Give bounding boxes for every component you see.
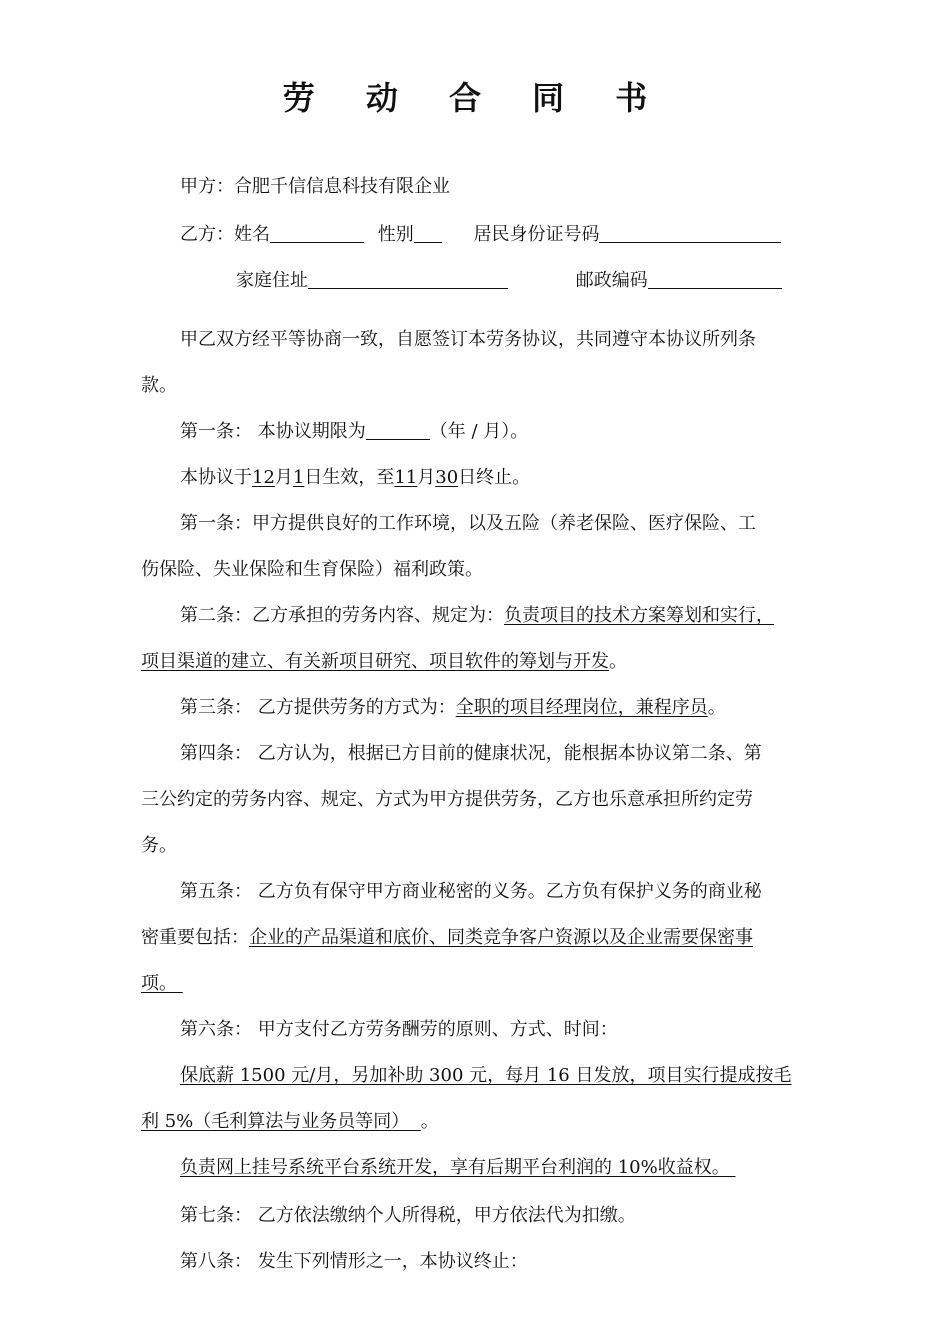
salary-terms: 保底薪 1500 元/月，另加补助 300 元，每月 16 日发放，项目实行提成按毛 bbox=[180, 1065, 792, 1086]
end-month: 11 bbox=[394, 467, 418, 488]
party-b-label: 乙方： bbox=[180, 224, 234, 245]
commission-end: 。 bbox=[420, 1111, 439, 1132]
article-1-suffix: （年 / 月）。 bbox=[429, 421, 529, 442]
article-4-line-2: 三公约定的劳务内容、规定、方式为甲方提供劳务，乙方也乐意承担所约定劳 bbox=[141, 789, 753, 810]
article-5-secrets-end: 项。 bbox=[141, 973, 183, 994]
article-5-line-1: 第五条： 乙方负有保守甲方商业秘密的义务。乙方负有保护义务的商业秘 bbox=[180, 881, 762, 902]
name-blank bbox=[270, 222, 364, 243]
intro-line-1: 甲乙双方经平等协商一致，自愿签订本劳务协议，共同遵守本协议所列条 bbox=[180, 329, 756, 350]
gender-label: 性别 bbox=[377, 224, 414, 245]
effective-text-4: 月 bbox=[417, 467, 436, 488]
article-6-line-3 bbox=[141, 1109, 439, 1135]
article-5-line-3 bbox=[141, 971, 183, 997]
party-a-line bbox=[180, 174, 450, 200]
article-5-secrets: 企业的产品渠道和底价、同类竞争客户资源以及企业需要保密事 bbox=[249, 927, 753, 948]
address-line bbox=[236, 268, 782, 294]
postcode-blank bbox=[648, 268, 782, 289]
article-1 bbox=[180, 419, 528, 445]
article-2-duty-2: 项目渠道的建立、有关新项目研究、项目软件的筹划与开发 bbox=[141, 651, 609, 672]
term-blank bbox=[366, 419, 430, 440]
article-5-line-2 bbox=[141, 925, 753, 951]
gender-blank bbox=[414, 222, 442, 243]
party-a-name: 合肥千信信息科技有限企业 bbox=[234, 176, 450, 197]
article-6-line-4 bbox=[180, 1155, 735, 1181]
article-3 bbox=[180, 695, 726, 721]
party-a-label: 甲方： bbox=[180, 176, 234, 197]
benefits-line-1: 第一条：甲方提供良好的工作环境，以及五险（养老保险、医疗保险、工 bbox=[180, 513, 756, 534]
party-b-line bbox=[180, 222, 781, 248]
article-4-line-1: 第四条： 乙方认为，根据已方目前的健康状况，能根据本协议第二条、第 bbox=[180, 743, 762, 764]
effective-text-1: 本协议于 bbox=[180, 467, 252, 488]
document-title: 劳 动 合 同 书 bbox=[282, 79, 668, 117]
effective-text-3: 日生效，至 bbox=[304, 467, 395, 488]
article-2-end: 。 bbox=[609, 651, 627, 672]
start-month: 12 bbox=[252, 467, 275, 488]
id-blank bbox=[599, 222, 781, 243]
article-8: 第八条： 发生下列情形之一，本协议终止： bbox=[180, 1251, 528, 1272]
name-label: 姓名 bbox=[234, 224, 270, 245]
end-day: 30 bbox=[435, 467, 459, 488]
effective-text-5: 日终止。 bbox=[458, 467, 531, 488]
postcode-label: 邮政编码 bbox=[575, 270, 648, 291]
article-4-line-3: 务。 bbox=[141, 835, 177, 856]
article-6-line-2 bbox=[180, 1063, 791, 1089]
address-label: 家庭住址 bbox=[236, 270, 308, 291]
id-label: 居民身份证号码 bbox=[473, 224, 600, 245]
effective-text-2: 月 bbox=[274, 467, 293, 488]
start-day: 1 bbox=[292, 467, 305, 488]
article-3-end: 。 bbox=[707, 697, 726, 718]
article-5-prefix: 密重要包括： bbox=[141, 927, 249, 948]
address-blank bbox=[308, 268, 508, 289]
article-1-prefix: 第一条： 本协议期限为 bbox=[180, 421, 366, 442]
article-2-line-2 bbox=[141, 649, 627, 675]
intro-line-2: 款。 bbox=[141, 375, 177, 396]
profit-share-terms: 负责网上挂号系统平台系统开发，享有后期平台利润的 10%收益权。 bbox=[180, 1157, 736, 1178]
article-2-prefix: 第二条：乙方承担的劳务内容、规定为： bbox=[180, 605, 504, 626]
commission-terms: 利 5%（毛利算法与业务员等同） bbox=[141, 1111, 421, 1132]
benefits-line-2: 伤保险、失业保险和生育保险）福利政策。 bbox=[141, 559, 483, 580]
article-2-duty-1: 负责项目的技术方案筹划和实行， bbox=[504, 605, 774, 626]
effective-dates bbox=[180, 465, 530, 491]
article-6-line-1: 第六条： 甲方支付乙方劳务酬劳的原则、方式、时间： bbox=[180, 1019, 618, 1040]
article-3-prefix: 第三条： 乙方提供劳务的方式为： bbox=[180, 697, 456, 718]
article-2-line-1 bbox=[180, 603, 774, 629]
article-3-position: 全职的项目经理岗位，兼程序员 bbox=[455, 697, 708, 718]
article-7: 第七条： 乙方依法缴纳个人所得税，甲方依法代为扣缴。 bbox=[180, 1205, 636, 1226]
